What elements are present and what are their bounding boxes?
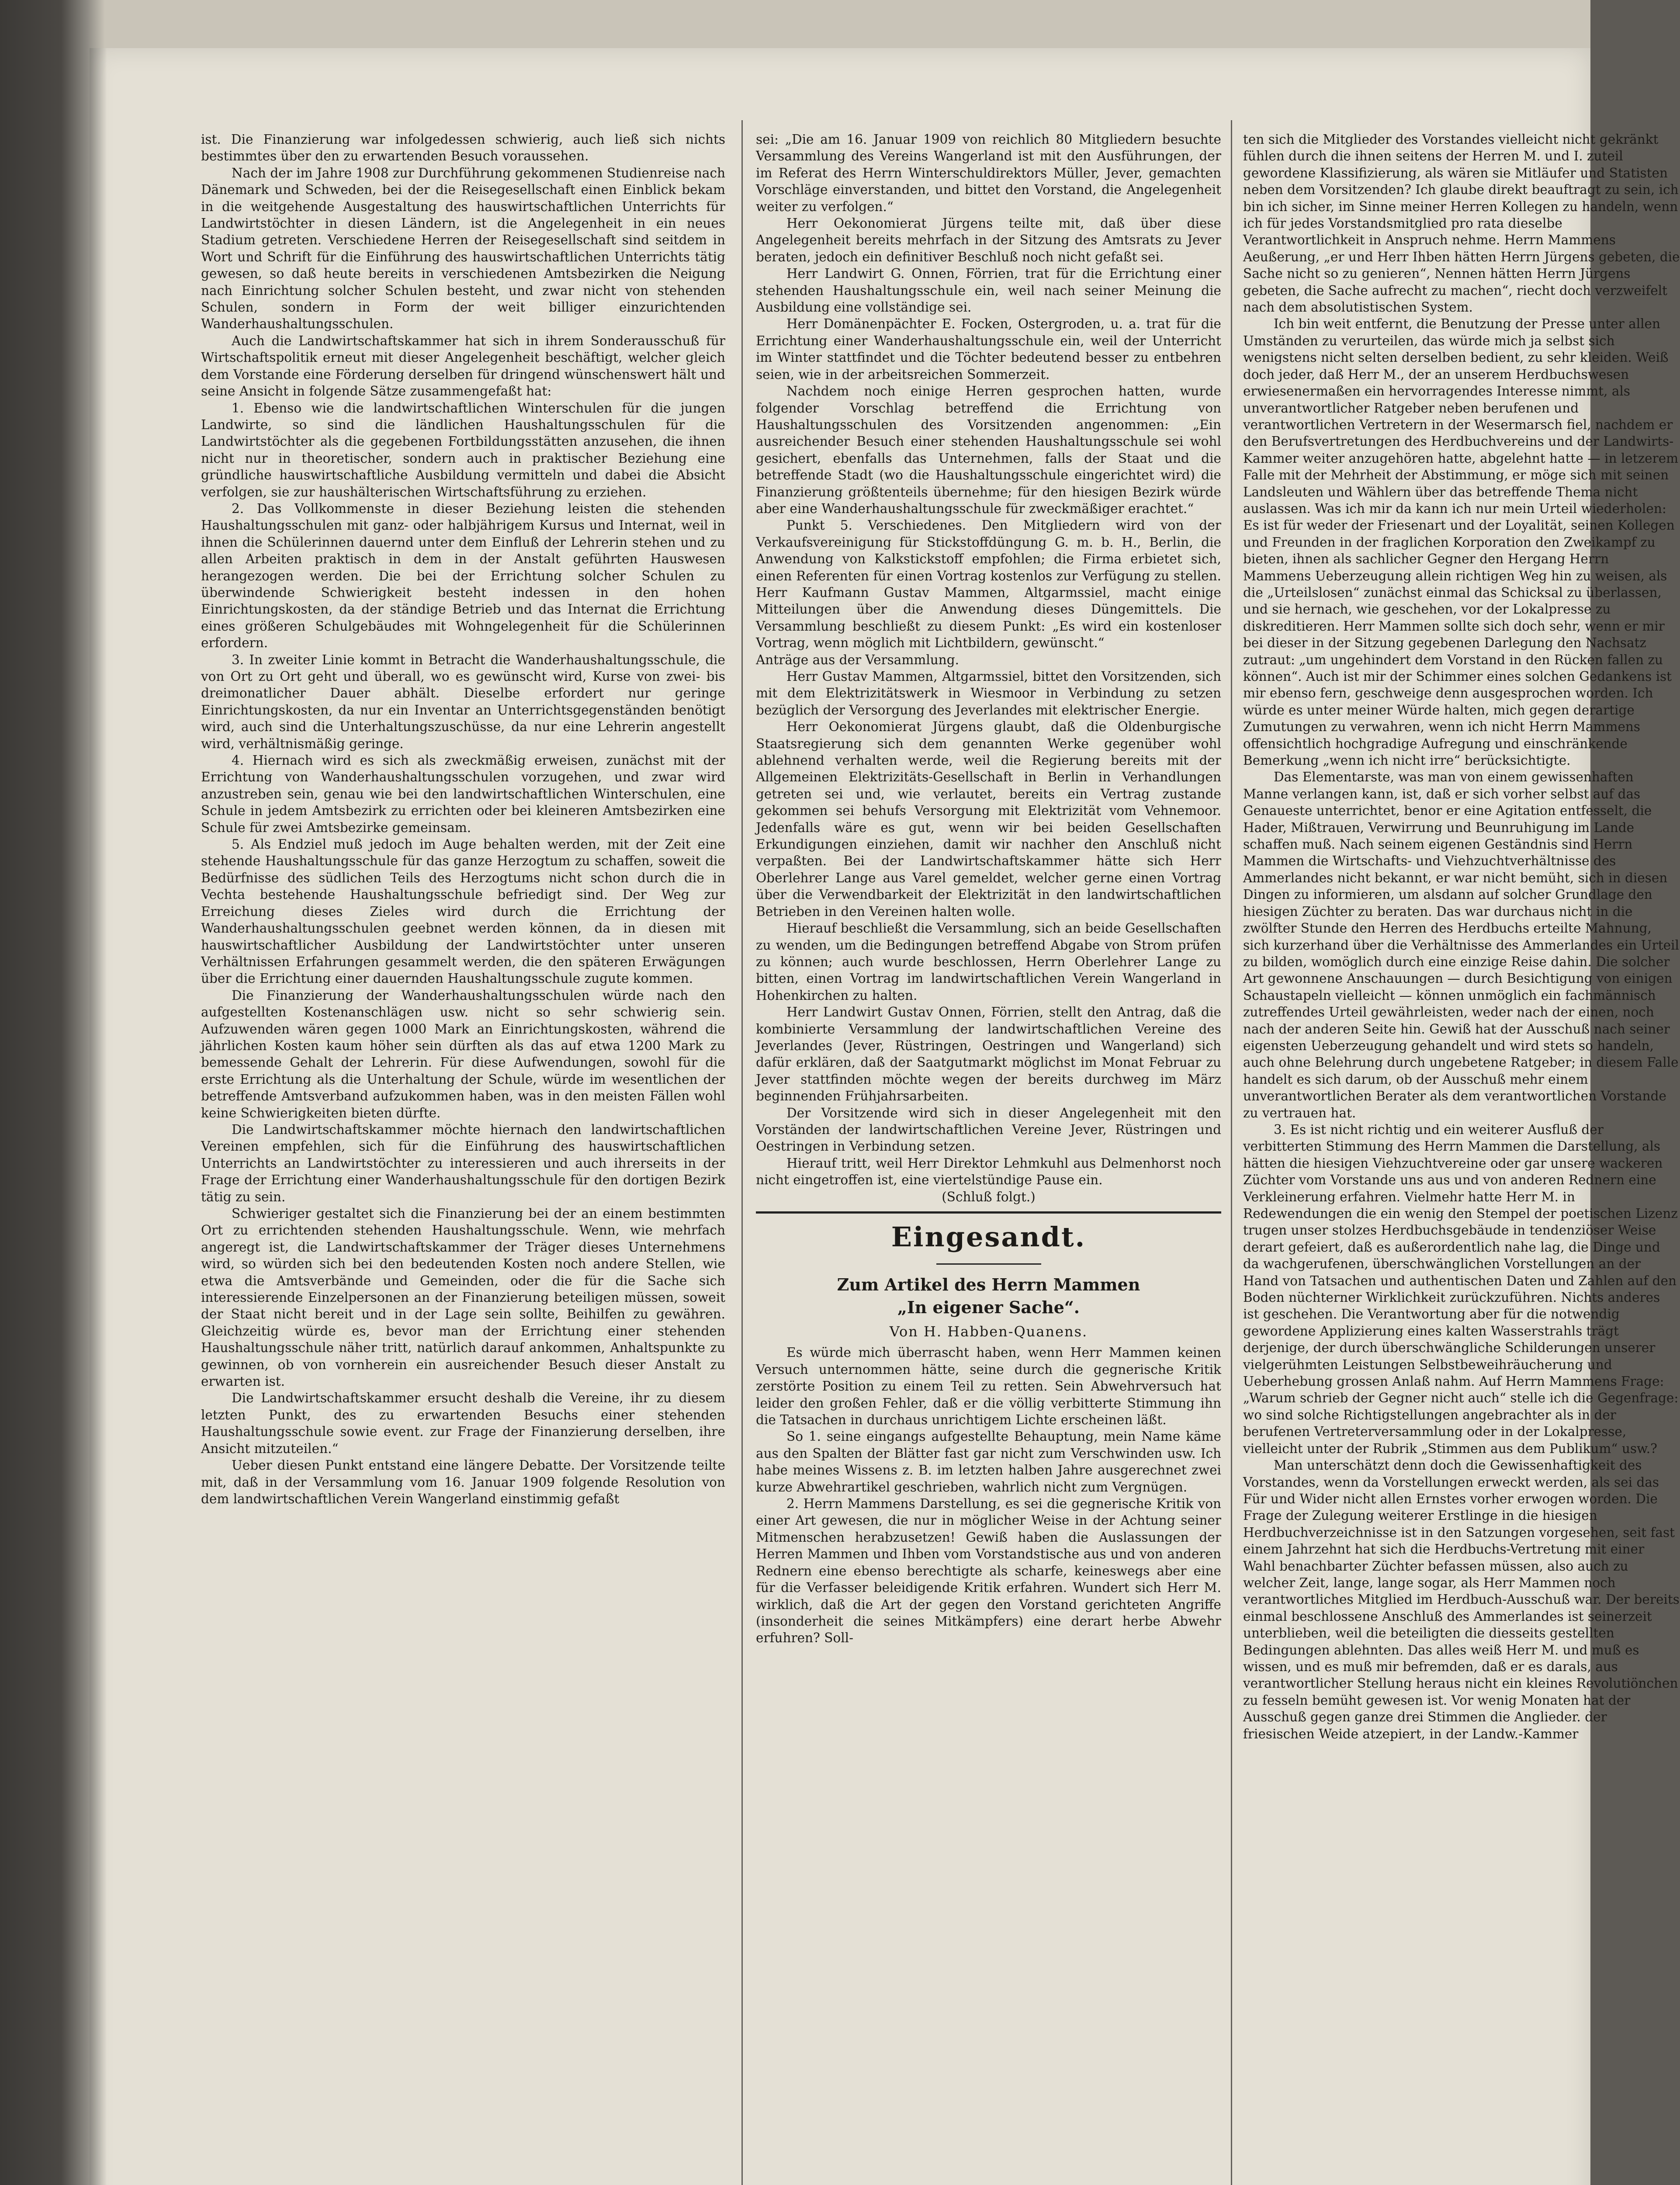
paragraph: Ich bin weit entfernt, die Benutzung der Presse unter allen Umständen zu verurteilen, das würde mich ja selbst sich wenigstens nicht selten derselben bedient, zu sehr kleiden. Weiß doch jeder, daß Herr M., der an unserem Herdbuchswesen erwiesenermaßen ein hervorragendes Interesse nimmt, als unverantwortlicher Ratgeber neben berufenen und verantwortlichen Vertretern in der Wesermarsch fiel, nachdem er den Berufsvertretungen des Herdbuchvereins und der Landwirts-Kammer weiter anzugehören hatte, abgelehnt hatte — in letzerem Falle mit der Mehrheit der Abstimmung, er möge sich mit seinen Landsleuten und Wählern über das betreffende Thema nicht auslassen. Was ich mir da kann ich nur mein Urteil wiederholen: Es ist für weder der Friesenart und der Loyalität, seinen Kollegen und Freunden in der fraglichen Korporation den Zweikampf zu bieten, ihnen als sachlicher Gegner den Hergang Herrn Mammens Ueberzeugung allein richtigen Weg hin zu weisen, als die „Urteilslosen“ zunächst einmal das Schicksal zu überlassen, und sie hernach, wie geschehen, vor der Lokalpresse zu diskreditieren. Herr Mammen sollte sich doch sehr, wenn er mir bei dieser in der Sitzung gegebenen Darlegung den Nachsatz zutraut: „um ungehindert dem Vorstand in den Rücken fallen zu können“. Auch ist mir der Schimmer eines solchen Gedankens ist mir ebenso fern, geschweige denn ausgesprochen worden. Ich würde es unter meiner Würde halten, mich gegen derartige Zumutungen zu verwahren, wenn ich nicht Herrn Mammens offensichtlich hochgradige Aufregung und einschränkende Bemerkung „wenn ich nicht irre“ berücksichtigte. (1243, 316, 1679, 768)
paragraph: Herr Oekonomierat Jürgens teilte mit, daß über diese Angelegenheit bereits mehrfach in der Sitzung des Amtsrats zu Jever beraten, jedoch ein definitiver Beschluß noch nicht gefaßt sei. (756, 216, 1221, 264)
paragraph: Punkt 5. Verschiedenes. Den Mitgliedern wird von der Verkaufsvereinigung für Stickstoffdüngung G. m. b. H., Berlin, die Anwendung von Kalkstickstoff empfohlen; die Firma erbietet sich, einen Referenten für einen Vortrag kostenlos zur Verfügung zu stellen. Herr Kaufmann Gustav Mammen, Altgarmssiel, macht einige Mitteilungen über die Anwendung dieses Düngemittels. Die Versammlung beschließt zu diesem Punkt: „Es wird ein kostenloser Vortrag, wenn möglich mit Lichtbildern, gewünscht.“ (756, 518, 1221, 651)
paragraph: 2. Herrn Mammens Darstellung, es sei die gegnerische Kritik von einer Art gewesen, die nur in möglicher Weise in der Achtung seiner Mitmenschen herabzusetzen! Gewiß haben die Auslassungen der Herren Mammen und Ihben vom Vorstandstische aus und von anderen Rednern eine ebenso berechtigte als scharfe, keineswegs aber eine für die Verfasser beleidigende Kritik erfahren. Wundert sich Herr M. wirklich, daß die Art der gegen den Vorstand gerichteten Angriffe (insonderheit die seines Mitkämpfers) eine derart herbe Abwehr erfuhren? Soll- (756, 1496, 1221, 1646)
paragraph: Nach der im Jahre 1908 zur Durchführung gekommenen Studienreise nach Dänemark und Schweden, bei der die Reisegesellschaft einen Einblick bekam in die weitgehende Ausgestaltung des hauswirtschaftlichen Unterrichts für Landwirtstöchter in diesen Ländern, ist die Angelegenheit in ein neues Stadium getreten. Verschiedene Herren der Reisegesellschaft sind seitdem in Wort und Schrift für die Einführung des hauswirtschaftlichen Unterrichts tätig gewesen, so daß heute bereits in verschiedenen Amtsbezirken die Neigung nach Einrichtung solcher Schulen besteht, und zwar nicht von stehenden Schulen, sondern in Form der weit billiger einzurichtenden Wanderhaushaltungsschulen. (201, 165, 725, 332)
column-rule (1231, 120, 1232, 2185)
paragraph: 3. Es ist nicht richtig und ein weiterer Ausfluß der verbitterten Stimmung des Herrn Mammen die Darstellung, als hätten die hiesigen Viehzuchtvereine oder gar unsere wackeren Züchter vom Vorstande uns aus und von anderen Rednern eine Verkleinerung erfahren. Vielmehr hatte Herr M. in Redewendungen die ein wenig den Stempel der poetischen Lizenz trugen unser stolzes Herdbuchsgebäude in tendenziöser Weise derart gefeiert, daß es außerordentlich nahe lag, die Dinge und da wachgerufenen, überschwänglichen Vorstellungen an der Hand von Tatsachen und authentischen Daten und Zahlen auf den Boden nüchterner Wirklichkeit zurückzuführen. Nichts anderes ist geschehen. Die Verantwortung aber für die notwendig gewordene Applizierung eines kalten Wasserstrahls trägt derjenige, der durch überschwängliche Schilderungen unserer vielgerühmten Leistungen Selbstbeweihräucherung und Ueberhebung grossen Anlaß nahm. Auf Herrn Mammens Frage: „Warum schrieb der Gegner nicht auch“ stelle ich die Gegenfrage: wo sind solche Richtigstellungen angebrachter als in der berufenen Vertreterversammlung oder in der Lokalpresse, vielleicht unter der Rubrik „Stimmen aus dem Publikum“ usw.? (1243, 1122, 1679, 1456)
column-middle (756, 131, 1221, 2185)
paragraph: Schwieriger gestaltet sich die Finanzierung bei der an einem bestimmten Ort zu errichtenden stehenden Haushaltungsschule. Wenn, wie mehrfach angeregt ist, die Landwirtschaftskammer der Träger dieses Unternehmens wird, so würden sich bei den bedeutenden Kosten noch andere Stellen, wie etwa die Amtsverbände und Gemeinden, oder die für die Sache sich interessierende Einzelpersonen an der Finanzierung beteiligen müssen, soweit der Staat nicht bereit und in der Lage sein sollte, Beihilfen zu gewähren. Gleichzeitig würde es, bevor man der Errichtung einer stehenden Haushaltungsschule näher tritt, natürlich darauf ankommen, Anhaltspunkte zu gewinnen, ob von vornherein ein ausreichender Besuch dieser Anstalt zu erwarten ist. (201, 1206, 725, 1389)
paragraph: Herr Oekonomierat Jürgens glaubt, daß die Oldenburgische Staatsregierung sich dem genannten Werke gegenüber wohl ablehnend verhalten werde, weil die Regierung bereits mit der Allgemeinen Elektrizitäts-Gesellschaft in Berlin in Verhandlungen getreten sei und, wie verlautet, bereits ein Vertrag zustande gekommen sei behufs Versorgung mit Elektrizität vom Vehnemoor. Jedenfalls wäre es gut, wenn wir bei beiden Gesellschaften Erkundigungen einziehen, damit wir nachher den Anschluß nicht verpaßten. Bei der Landwirtschaftskammer hätte sich Herr Oberlehrer Lange aus Varel gemeldet, welcher gerne einen Vortrag über die Verwendbarkeit der Elektrizität in den landwirtschaftlichen Betrieben in den Vereinen halten wolle. (756, 719, 1221, 919)
paragraph: Hierauf beschließt die Versammlung, sich an beide Gesellschaften zu wenden, um die Bedingungen betreffend Abgabe von Strom prüfen zu können; auch wurde beschlossen, Herrn Oberlehrer Lange zu bitten, einen Vortrag im landwirtschaftlichen Verein Wangerland in Hohenkirchen zu halten. (756, 921, 1221, 1003)
paragraph: ist. Die Finanzierung war infolgedessen schwierig, auch ließ sich nichts bestimmtes über den zu erwartenden Besuch voraussehen. (201, 132, 725, 164)
continued-notice: (Schluß folgt.) (942, 1189, 1036, 1204)
article-title: Zum Artikel des Herrn Mammen (837, 1275, 1140, 1294)
paragraph: sei: „Die am 16. Januar 1909 von reichlich 80 Mitgliedern besuchte Versammlung des Vereins Wangerland ist mit den Ausführungen, der im Referat des Herrn Winterschuldirektors Müller, Jever, gemachten Vorschläge einverstanden, und bittet den Vorstand, die Angelegenheit weiter zu verfolgen.“ (756, 132, 1221, 214)
column-rule (741, 120, 743, 2185)
paragraph: 1. Ebenso wie die landwirtschaftlichen Winterschulen für die jungen Landwirte, so sind die ländlichen Haushaltungsschulen für die Landwirtstöchter als die gegebenen Fortbildungsstätten anzusehen, die ihnen nicht nur in theoretischer, sondern auch in praktischer Beziehung eine gründliche hauswirtschaftliche Ausbildung vermitteln und dabei die Absicht verfolgen, sie zur haushälterischen Wirtschaftsführung zu erziehen. (201, 400, 725, 499)
section-title: Eingesandt. (891, 1221, 1086, 1253)
paragraph: Die Finanzierung der Wanderhaushaltungsschulen würde nach den aufgestellten Kostenanschlägen usw. nicht so sehr schwierig sein. Aufzuwenden wären gegen 1000 Mark an Einrichtungskosten, während die jährlichen Kosten kaum höher sein dürften als das auf etwa 1200 Mark zu bemessende Gehalt der Lehrerin. Für diese Aufwendungen, sowohl für die erste Errichtung als die Unterhaltung der Schule, würde im wesentlichen der betreffende Amtsverband aufzukommen haben, was in den meisten Fällen wohl keine Schwierigkeiten bieten dürfte. (201, 988, 725, 1120)
paragraph: Ueber diesen Punkt entstand eine längere Debatte. Der Vorsitzende teilte mit, daß in der Versammlung vom 16. Januar 1909 folgende Resolution von dem landwirtschaftlichen Verein Wangerland einstimmig gefaßt (201, 1458, 725, 1506)
paragraph: Anträge aus der Versammlung. (756, 652, 960, 667)
paragraph: 5. Als Endziel muß jedoch im Auge behalten werden, mit der Zeit eine stehende Haushaltungsschule für das ganze Herzogtum zu schaffen, soweit die Bedürfnisse des südlichen Teils des Herzogtums nicht schon durch die in Vechta bestehende Haushaltungsschule befriedigt sind. Der Weg zur Erreichung dieses Zieles wird durch die Errichtung der Wanderhaushaltungsschulen geebnet werden können, da in diesen mit hauswirtschaftlicher Ausbildung der Landwirtstöchter unter unseren Verhältnissen Erfahrungen gesammelt werden, die den späteren Erwägungen über die Errichtung einer dauernden Haushaltungsschule zugute kommen. (201, 837, 725, 986)
paragraph: Man unterschätzt denn doch die Gewissenhaftigkeit des Vorstandes, wenn da Vorstellungen erweckt werden, als sei das Für und Wider nicht allen Ernstes vorher erwogen worden. Die Frage der Zulegung weiterer Erstlinge in die hiesigen Herdbuchverzeichnisse ist in den Satzungen vorgesehen, seit fast einem Jahrzehnt hat sich die Herdbuchs-Vertretung mit einer Wahl benachbarter Züchter befassen müssen, also auch zu welcher Zeit, lange, lange sogar, als Herr Mammen noch verantwortliches Mitglied im Herdbuch-Ausschuß war. Der bereits einmal beschlossene Anschluß des Ammerlandes ist seinerzeit unterblieben, weil die beteiligten die diesseits gestellten Bedingungen ablehnten. Das alles weiß Herr M. und muß es wissen, und es muß mir befremden, daß er es darals, aus verantwortlicher Stellung heraus nicht ein kleines Revolutiönchen zu fesseln bemüht gewesen ist. Vor wenig Monaten hat der Ausschuß gegen ganze drei Stimmen die Anglieder. der friesischen Weide atzepiert, in der Landw.-Kammer (1243, 1458, 1680, 1741)
paragraph: Die Landwirtschaftskammer ersucht deshalb die Vereine, ihr zu diesem letzten Punkt, des zu erwartenden Besuchs einer stehenden Haushaltungsschule sowie event. zur Frage der Finanzierung derselben, ihre Ansicht mitzuteilen.“ (201, 1391, 725, 1456)
paragraph: Es würde mich überrascht haben, wenn Herr Mammen keinen Versuch unternommen hätte, seine durch die gegnerische Kritik zerstörte Position zu einem Teil zu retten. Sein Abwehrversuch hat leider den großen Fehler, daß er die völlig verbitterte Stimmung ihn die Tatsachen in durchaus unrichtigem Lichte erscheinen läßt. (756, 1345, 1221, 1428)
paragraph: Herr Landwirt Gustav Onnen, Förrien, stellt den Antrag, daß die kombinierte Versammlung der landwirtschaftlichen Vereine des Jeverlandes (Jever, Rüstringen, Oestringen und Wangerland) sich dafür erklären, daß der Saatgutmarkt möglichst im Monat Februar zu Jever stattfinden möchte wegen der bereits durchweg im März beginnenden Frühjahrsarbeiten. (756, 1005, 1221, 1104)
paragraph: Die Landwirtschaftskammer möchte hiernach den landwirtschaftlichen Vereinen empfehlen, sich für die Einführung des hauswirtschaftlichen Unterrichts an Landwirtstöchter zu interessieren und auch ihrerseits in der Frage der Errichtung einer Wanderhaushaltungsschule für den dortigen Bezirk tätig zu sein. (201, 1122, 725, 1204)
paragraph: Der Vorsitzende wird sich in dieser Angelegenheit mit den Vorständen der landwirtschaftlichen Vereine Jever, Rüstringen und Oestringen in Verbindung setzen. (756, 1105, 1221, 1154)
title-divider (936, 1263, 1041, 1265)
paragraph: Herr Gustav Mammen, Altgarmssiel, bittet den Vorsitzenden, sich mit dem Elektrizitätswerk in Wiesmoor in Verbindung zu setzen bezüglich der Versorgung des Jeverlandes mit elektrischer Energie. (756, 669, 1221, 718)
column-left (201, 131, 725, 2185)
paragraph: Hierauf tritt, weil Herr Direktor Lehmkuhl aus Delmenhorst noch nicht eingetroffen ist, eine viertelstündige Pause ein. (756, 1155, 1221, 1188)
paragraph: Auch die Landwirtschaftskammer hat sich in ihrem Sonderausschuß für Wirtschaftspolitik erneut mit dieser Angelegenheit beschäftigt, welcher gleich dem Vorstande eine Förderung derselben für dringend wünschenswert hält und seine Ansicht in folgende Sätze zusammengefaßt hat: (201, 333, 725, 399)
paragraph: Das Elementarste, was man von einem gewissenhaften Manne verlangen kann, ist, daß er sich vorher selbst auf das Genaueste unterrichtet, benor er eine Agitation entfesselt, die Hader, Mißtrauen, Verwirrung und Beunruhigung im Lande schaffen muß. Nach seinem eigenen Geständnis sind Herrn Mammen die Wirtschafts- und Viehzuchtverhältnisse des Ammerlandes nicht bekannt, er war nicht bemüht, sich in diesen Dingen zu informieren, um alsdann auf solcher Grundlage den hiesigen Züchter zu beraten. Das war durchaus nicht in die zwölfter Stunde den Herren des Herdbuchs erteilte Mahnung, sich kurzerhand über die Verhältnisse des Ammerlandes ein Urteil zu bilden, womöglich durch eine einzige Reise dahin. Die solcher Art gewonnene Anschauungen — durch Besichtigung von einigen Schaustapeln vielleicht — können unmöglich ein fachmännisch zutreffendes Urteil gewährleisten, weder nach der einen, noch nach der anderen Seite hin. Gewiß hat der Ausschuß nach seiner eigensten Ueberzeugung gehandelt und wird stets so handeln, auch ohne Belehrung durch ungebetene Ratgeber; in diesem Falle handelt es sich darum, ob der Ausschuß mehr einem unverantwortlichen Berater als dem verantwortlichen Vorstande zu vertrauen hat. (1243, 770, 1679, 1120)
newspaper-page (90, 48, 1680, 2185)
section-divider (756, 1211, 1221, 1214)
paragraph: ten sich die Mitglieder des Vorstandes vielleicht nicht gekränkt fühlen durch die ihnen seitens der Herren M. und I. zuteil gewordene Klassifizierung, als wären sie Mitläufer und Statisten neben dem Vorsitzenden? Ich glaube direkt beauftragt zu sein, ich bin ich sicher, im Sinne meiner Herren Kollegen zu handeln, wenn ich für jedes Vorstandsmitglied pro rata dieselbe Verantwortlichkeit in Anspruch nehme. Herrn Mammens Aeußerung, „er und Herr Ihben hätten Herrn Jürgens gebeten, die Sache nicht so zu genieren“, Nennen hätten Herrn Jürgens gebeten, die Sache aufrecht zu machen“, riecht doch verzweifelt nach dem absolutistischen System. (1243, 132, 1680, 315)
paragraph: Herr Landwirt G. Onnen, Förrien, trat für die Errichtung einer stehenden Haushaltungsschule ein, weil nach seiner Meinung die Ausbildung eine vollständige sei. (756, 266, 1221, 315)
article-subtitle: „In eigener Sache“. (897, 1297, 1080, 1317)
paragraph: 4. Hiernach wird es sich als zweckmäßig erweisen, zunächst mit der Errichtung von Wanderhaushaltungsschulen vorzugehen, und zwar wird anzustreben sein, genau wie bei den landwirtschaftlichen Winterschulen, eine Schule in jedem Amtsbezirk zu errichten oder bei kleineren Amtsbezirken eine Schule für zwei Amtsbezirke gemeinsam. (201, 753, 725, 835)
author-line: Von H. Habben-Quanens. (889, 1323, 1088, 1340)
paragraph: 3. In zweiter Linie kommt in Betracht die Wanderhaushaltungsschule, die von Ort zu Ort geht und überall, wo es gewünscht wird, Kurse von zwei- bis dreimonatlicher Dauer abhält. Dieselbe erfordert nur geringe Einrichtungskosten, da nur ein Inventar an Unterrichtsgegenständen benötigt wird, auch sind die Unterhaltungszuschüsse, da nur eine Lehrerin angestellt wird, verhältnismäßig geringe. (201, 652, 725, 751)
paragraph: So 1. seine eingangs aufgestellte Behauptung, mein Name käme aus den Spalten der Blätter fast gar nicht zum Verschwinden usw. Ich habe meines Wissens z. B. im letzten halben Jahre ausgerechnet zwei kurze Abwehrartikel geschrieben, wahrlich nicht zum Vergnügen. (756, 1429, 1221, 1495)
paragraph: Nachdem noch einige Herren gesprochen hatten, wurde folgender Vorschlag betreffend die Errichtung von Haushaltungsschulen des Vorsitzenden angenommen: „Ein ausreichender Besuch einer stehenden Haushaltungsschule sei wohl gesichert, ebenfalls das Unternehmen, falls der Staat und die betreffende Stadt (wo die Haushaltungsschule eingerichtet wird) die Finanzierung größtenteils übernehme; für den hiesigen Bezirk würde aber eine Wanderhaushaltungsschule für zweckmäßiger erachtet.“ (756, 384, 1221, 516)
column-right (1243, 131, 1680, 2185)
paragraph: Herr Domänenpächter E. Focken, Ostergroden, u. a. trat für die Errichtung einer Wanderhaushaltungsschule ein, weil der Unterricht im Winter stattfindet und die Töchter bedeutend besser zu entbehren seien, wie in der arbeitsreichen Sommerzeit. (756, 316, 1221, 382)
paragraph: 2. Das Vollkommenste in dieser Beziehung leisten die stehenden Haushaltungsschulen mit ganz- oder halbjährigem Kursus und Internat, weil in ihnen die Schülerinnen dauernd unter dem Einfluß der Lehrerin stehen und zu allen Arbeiten praktisch in dem in der Anstalt geführten Hauswesen herangezogen werden. Die bei der Errichtung solcher Schulen zu überwindende Schwierigkeit besteht indessen in den hohen Einrichtungskosten, da der ständige Betrieb und das Internat die Errichtung eines größeren Schulgebäudes mit Wohngelegenheit für die Schülerinnen erfordern. (201, 501, 725, 651)
